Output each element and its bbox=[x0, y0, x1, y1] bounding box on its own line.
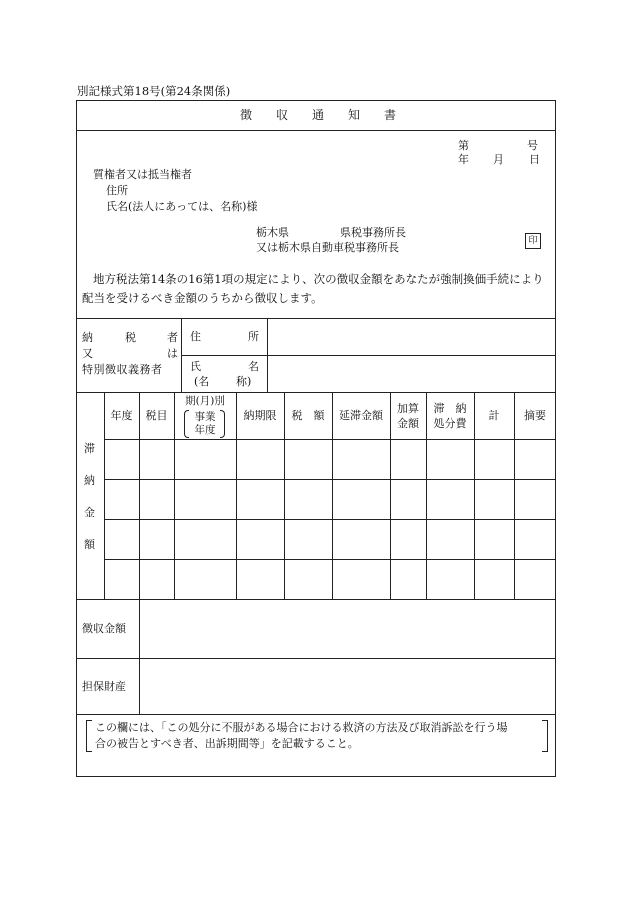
col-header-period-bot: 年度 bbox=[194, 424, 216, 436]
rule-taxpayer-bottom bbox=[76, 392, 556, 393]
form-label: 別記様式第18号(第24条関係) bbox=[77, 84, 231, 98]
footnote-bracket-left bbox=[86, 720, 92, 752]
number-dai: 第 bbox=[458, 139, 469, 152]
taxpayer-label-sha: 者 bbox=[167, 331, 178, 344]
col-header-total: 計 bbox=[488, 409, 500, 422]
taxpayer-label-special: 特別徴収義務者 bbox=[82, 363, 163, 376]
rule-title bbox=[76, 130, 556, 131]
taxpayer-name-sub-2: 称) bbox=[236, 375, 252, 388]
rule-collection-v bbox=[139, 599, 140, 714]
title-char-2: 収 bbox=[276, 108, 289, 122]
date-day: 日 bbox=[529, 153, 540, 166]
rule-taxpayer-mid bbox=[181, 355, 556, 356]
issuer-office: 県税事務所長 bbox=[340, 226, 406, 239]
footnote-bracket-right bbox=[542, 720, 548, 752]
col-header-remarks: 摘要 bbox=[524, 409, 546, 422]
date-year: 年 bbox=[458, 153, 469, 166]
col-header-year: 年度 bbox=[110, 409, 133, 422]
col-header-tax-amount: 税 額 bbox=[291, 409, 325, 422]
side-label-4: 額 bbox=[84, 538, 95, 551]
taxpayer-name-shi: 氏 bbox=[190, 360, 201, 373]
number-go: 号 bbox=[527, 139, 538, 152]
col-header-surcharge-2: 金額 bbox=[397, 417, 419, 430]
title-char-5: 書 bbox=[384, 108, 397, 122]
footnote-line-1: この欄には、「この処分に不服がある場合における救済の方法及び取消訴訟を行う場 bbox=[95, 721, 508, 734]
title-char-3: 通 bbox=[312, 108, 325, 122]
notice-line-2: 配当を受けるべき金額のうちから徴収します。 bbox=[82, 291, 323, 305]
title-char-4: 知 bbox=[348, 108, 361, 122]
footnote-line-2: 合の被告とすべき者、出訴期間等」を記載すること。 bbox=[95, 737, 359, 750]
rule-table-bottom bbox=[76, 599, 556, 600]
seal-mark bbox=[525, 233, 541, 249]
notice-line-1: 地方税法第14条の16第1項の規定により、次の徴収金額をあなたが強制換価手続により bbox=[93, 272, 544, 286]
date-month: 月 bbox=[493, 153, 504, 166]
rule-table-header bbox=[104, 439, 556, 440]
taxpayer-label-mata: 又 bbox=[82, 347, 93, 360]
collection-amount-label: 徴収金額 bbox=[82, 622, 126, 635]
recipient-role: 質権者又は抵当権者 bbox=[93, 168, 192, 181]
rule-col-9 bbox=[514, 392, 515, 599]
rule-col-3 bbox=[236, 392, 237, 599]
side-label-3: 金 bbox=[84, 506, 95, 519]
recipient-address-label: 住所 bbox=[106, 184, 128, 197]
issuer-prefecture: 栃木県 bbox=[256, 226, 289, 239]
taxpayer-label-ha: は bbox=[167, 347, 178, 360]
rule-row-2 bbox=[104, 519, 556, 520]
recipient-name-label: 氏名(法人にあっては、名称)様 bbox=[106, 200, 258, 213]
rule-col-1 bbox=[139, 392, 140, 599]
rule-col-side bbox=[104, 392, 105, 599]
rule-col-4 bbox=[284, 392, 285, 599]
col-header-late-fee: 延滞金額 bbox=[339, 409, 383, 422]
rule-row-1 bbox=[104, 479, 556, 480]
rule-notice bbox=[76, 318, 556, 319]
col-header-period-mid: 事業 bbox=[194, 411, 216, 423]
side-label-2: 納 bbox=[84, 474, 95, 487]
rule-collection bbox=[76, 658, 556, 659]
taxpayer-name-mei: 名 bbox=[248, 360, 259, 373]
rule-taxpayer-v2 bbox=[267, 318, 268, 392]
title-char-1: 徴 bbox=[240, 108, 253, 122]
taxpayer-label-zei: 税 bbox=[125, 331, 136, 344]
rule-taxpayer-v1 bbox=[181, 318, 182, 392]
rule-col-8 bbox=[474, 392, 475, 599]
col-header-disposition-1: 滞 納 bbox=[433, 402, 467, 415]
col-header-due: 納期限 bbox=[243, 409, 277, 422]
rule-row-3 bbox=[104, 559, 556, 560]
rule-col-5 bbox=[332, 392, 333, 599]
taxpayer-label-nou: 納 bbox=[82, 331, 93, 344]
taxpayer-address-sho: 所 bbox=[248, 330, 259, 343]
seal-label: 印 bbox=[528, 236, 538, 246]
col-header-disposition-2: 処分費 bbox=[433, 417, 467, 430]
col-header-surcharge-1: 加算 bbox=[397, 402, 419, 415]
collateral-label: 担保財産 bbox=[82, 680, 126, 693]
col-header-period-top: 期(月)別 bbox=[185, 395, 225, 407]
rule-collateral bbox=[76, 714, 556, 715]
taxpayer-name-sub-1: (名 bbox=[194, 375, 210, 388]
side-label-1: 滞 bbox=[84, 442, 95, 455]
taxpayer-address-ju: 住 bbox=[190, 330, 201, 343]
issuer-alt-office: 又は栃木県自動車税事務所長 bbox=[256, 241, 399, 254]
col-header-tax-item: 税目 bbox=[145, 409, 168, 422]
